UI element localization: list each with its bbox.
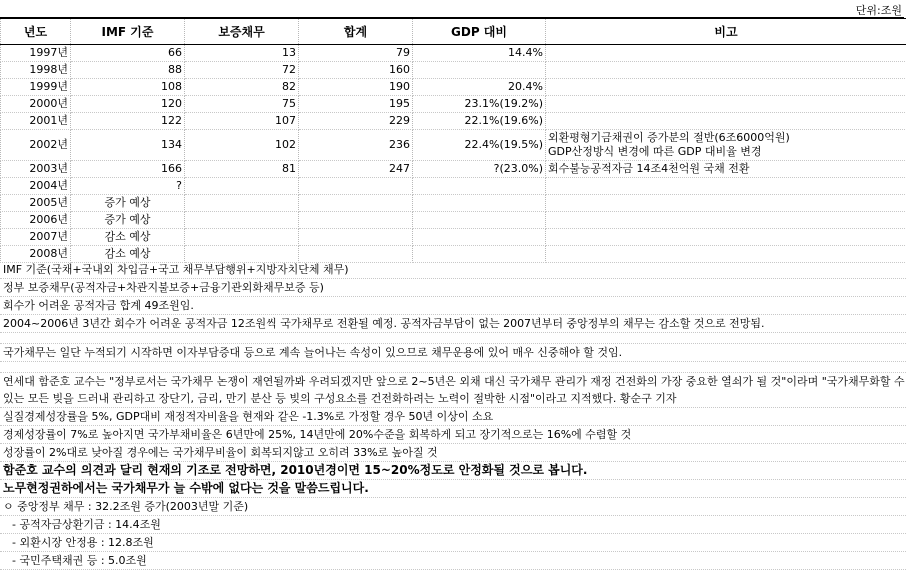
cell-remark bbox=[546, 229, 906, 246]
header-guarantee: 보증채무 bbox=[185, 19, 299, 45]
table-row bbox=[1, 62, 906, 79]
cell-year: 2006년 bbox=[1, 212, 71, 229]
cell-imf: 88 bbox=[71, 62, 185, 79]
cell-total: 195 bbox=[299, 96, 413, 113]
cell-remark bbox=[546, 246, 906, 263]
note-conclusion-1: 함준호 교수의 의견과 달리 현재의 기조로 전망하면, 2010년경이면 15~20%정도로 안정화될 것으로 봅니다. bbox=[0, 462, 906, 480]
cell-gdp: 20.4% bbox=[413, 79, 546, 96]
cell-imf: 108 bbox=[71, 79, 185, 96]
cell-imf: 122 bbox=[71, 113, 185, 130]
note-scenario-2: 성장률이 2%대로 낮아질 경우에는 국가채무비율이 회복되지않고 오히려 33%로 높아질 것 bbox=[0, 444, 906, 462]
cell-remark bbox=[546, 113, 906, 130]
cell-gdp bbox=[413, 212, 546, 229]
note-guarantee-definition: 정부 보증채무(공적자금+차관지불보증+금융기관외화채무보증 등) bbox=[0, 279, 906, 297]
cell-guarantee: 102 bbox=[185, 130, 299, 161]
cell-imf: ? bbox=[71, 178, 185, 195]
note-scenario-7: 경제성장률이 7%로 높아지면 국가부채비율은 6년만에 25%, 14년만에 20%수준을 회복하게 되고 장기적으로는 16%에 수렴할 것 bbox=[0, 426, 906, 444]
cell-total bbox=[299, 212, 413, 229]
table-row bbox=[1, 113, 906, 130]
cell-guarantee bbox=[185, 212, 299, 229]
cell-year: 2004년 bbox=[1, 178, 71, 195]
cell-year: 1997년 bbox=[1, 45, 71, 62]
note-conversion: 2004~2006년 3년간 회수가 어려운 공적자금 12조원씩 국가채무로 전환될 예정. 공적자금부담이 없는 2007년부터 중앙정부의 채무는 감소할 것으로 전망됨. bbox=[0, 315, 906, 333]
cell-remark bbox=[546, 178, 906, 195]
national-debt-table bbox=[0, 18, 906, 263]
header-year: 년도 bbox=[1, 19, 71, 45]
cell-imf: 감소 예상 bbox=[71, 246, 185, 263]
cell-year: 2005년 bbox=[1, 195, 71, 212]
note-conclusion-2: 노무현정권하에서는 국가채무가 늘 수밖에 없다는 것을 말씀드립니다. bbox=[0, 480, 906, 498]
cell-year: 2008년 bbox=[1, 246, 71, 263]
cell-remark bbox=[546, 195, 906, 212]
table-row bbox=[1, 212, 906, 229]
cell-imf: 120 bbox=[71, 96, 185, 113]
table-row bbox=[1, 45, 906, 62]
cell-remark bbox=[546, 45, 906, 62]
note-unrecoverable: 회수가 어려운 공적자금 합계 49조원임. bbox=[0, 297, 906, 315]
cell-year: 2001년 bbox=[1, 113, 71, 130]
cell-gdp: ?(23.0%) bbox=[413, 161, 546, 178]
cell-total: 247 bbox=[299, 161, 413, 178]
table-header-row bbox=[1, 19, 906, 45]
note-item: - 국민주택채권 등 : 5.0조원 bbox=[0, 552, 906, 570]
table-row bbox=[1, 229, 906, 246]
note-central-debt: ㅇ 중앙정부 채무 : 32.2조원 증가(2003년말 기준) bbox=[0, 498, 906, 516]
table-row bbox=[1, 246, 906, 263]
cell-remark bbox=[546, 96, 906, 113]
note-caution: 국가채무는 일단 누적되기 시작하면 이자부담증대 등으로 계속 늘어나는 속성이 있으므로 채무운용에 있어 매우 신중해야 할 것임. bbox=[0, 344, 906, 362]
note-item: - 공적자금상환기금 : 14.4조원 bbox=[0, 516, 906, 534]
note-professor-quote: 연세대 함준호 교수는 "정부로서는 국가채무 논쟁이 재연될까봐 우려되겠지만 앞으로 2~5년은 외채 대신 국가채무 관리가 재정 건전화의 가장 중요한 열쇠가 될 것"이라며 "국가채무화할 수 있는 모든 빚을 드러내 관리하고 장단기, 금리, 만기 분산 등 빚의 구성요소를 건전화하려는 노력이 절박한 시점"이라고 지적했다. 황순구 기자 bbox=[0, 373, 906, 408]
cell-total bbox=[299, 178, 413, 195]
cell-guarantee: 72 bbox=[185, 62, 299, 79]
cell-remark: 외환평형기금채권이 증가분의 절반(6조6000억원) GDP산정방식 변경에 따른 GDP 대비율 변경 bbox=[546, 130, 906, 161]
cell-guarantee bbox=[185, 195, 299, 212]
cell-year: 2000년 bbox=[1, 96, 71, 113]
blank-row bbox=[0, 333, 906, 344]
table-row bbox=[1, 96, 906, 113]
cell-gdp bbox=[413, 246, 546, 263]
cell-imf: 증가 예상 bbox=[71, 212, 185, 229]
cell-total: 160 bbox=[299, 62, 413, 79]
cell-gdp bbox=[413, 195, 546, 212]
blank-row bbox=[0, 362, 906, 373]
cell-gdp: 14.4% bbox=[413, 45, 546, 62]
unit-label: 단위:조원 bbox=[856, 2, 902, 18]
table-row bbox=[1, 178, 906, 195]
table-row bbox=[1, 161, 906, 178]
table-row bbox=[1, 79, 906, 96]
cell-year: 2002년 bbox=[1, 130, 71, 161]
cell-year: 2003년 bbox=[1, 161, 71, 178]
cell-guarantee bbox=[185, 229, 299, 246]
notes-section bbox=[0, 261, 906, 570]
cell-remark bbox=[546, 62, 906, 79]
cell-imf: 증가 예상 bbox=[71, 195, 185, 212]
unit-header bbox=[0, 0, 904, 18]
header-remark: 비고 bbox=[546, 19, 906, 45]
cell-total bbox=[299, 195, 413, 212]
cell-gdp: 22.1%(19.6%) bbox=[413, 113, 546, 130]
cell-guarantee bbox=[185, 246, 299, 263]
cell-remark bbox=[546, 212, 906, 229]
cell-remark bbox=[546, 79, 906, 96]
cell-remark: 회수불능공적자금 14조4천억원 국채 전환 bbox=[546, 161, 906, 178]
cell-total: 190 bbox=[299, 79, 413, 96]
cell-guarantee bbox=[185, 178, 299, 195]
cell-guarantee: 75 bbox=[185, 96, 299, 113]
cell-gdp bbox=[413, 62, 546, 79]
note-imf-definition: IMF 기준(국채+국내외 차입금+국고 채무부담행위+지방자치단체 채무) bbox=[0, 261, 906, 279]
cell-total: 229 bbox=[299, 113, 413, 130]
cell-imf: 134 bbox=[71, 130, 185, 161]
header-total: 합계 bbox=[299, 19, 413, 45]
cell-gdp bbox=[413, 229, 546, 246]
cell-imf: 감소 예상 bbox=[71, 229, 185, 246]
note-item: - 외환시장 안정용 : 12.8조원 bbox=[0, 534, 906, 552]
cell-guarantee: 81 bbox=[185, 161, 299, 178]
cell-total bbox=[299, 229, 413, 246]
header-imf: IMF 기준 bbox=[71, 19, 185, 45]
cell-gdp: 22.4%(19.5%) bbox=[413, 130, 546, 161]
cell-year: 2007년 bbox=[1, 229, 71, 246]
cell-total: 236 bbox=[299, 130, 413, 161]
table-row bbox=[1, 130, 906, 161]
cell-year: 1998년 bbox=[1, 62, 71, 79]
cell-guarantee: 107 bbox=[185, 113, 299, 130]
cell-imf: 166 bbox=[71, 161, 185, 178]
header-gdp: GDP 대비 bbox=[413, 19, 546, 45]
table-row bbox=[1, 195, 906, 212]
cell-total: 79 bbox=[299, 45, 413, 62]
cell-year: 1999년 bbox=[1, 79, 71, 96]
cell-gdp bbox=[413, 178, 546, 195]
cell-gdp: 23.1%(19.2%) bbox=[413, 96, 546, 113]
cell-guarantee: 82 bbox=[185, 79, 299, 96]
cell-guarantee: 13 bbox=[185, 45, 299, 62]
cell-total bbox=[299, 246, 413, 263]
note-scenario-5: 실질경제성장률을 5%, GDP대비 재정적자비율을 현재와 같은 -1.3%로 가정할 경우 50년 이상이 소요 bbox=[0, 408, 906, 426]
cell-imf: 66 bbox=[71, 45, 185, 62]
